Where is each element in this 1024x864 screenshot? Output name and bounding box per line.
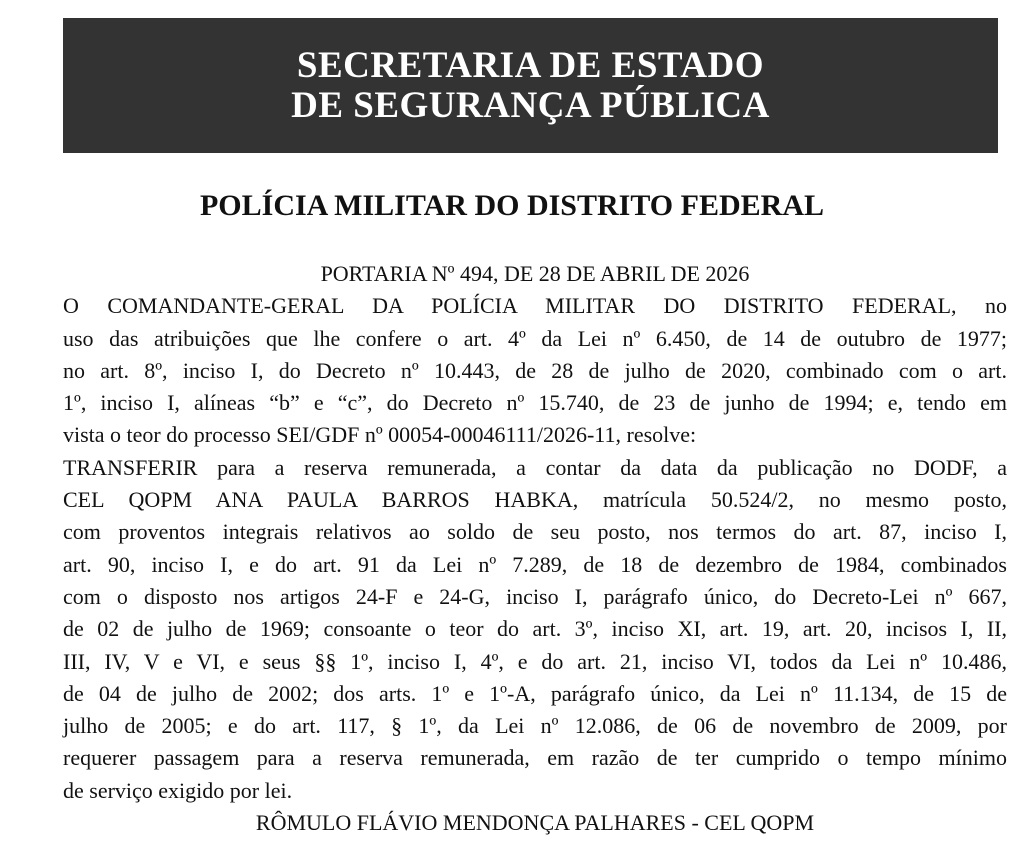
- signature: RÔMULO FLÁVIO MENDONÇA PALHARES - CEL QOPM: [255, 810, 815, 836]
- portaria-heading: PORTARIA Nº 494, DE 28 DE ABRIL DE 2026: [320, 261, 750, 286]
- preamble-line: uso das atribuições que lhe confere o art. 4º da Lei nº 6.450, de 14 de outubro de 1977;: [63, 325, 1007, 351]
- preamble: [63, 290, 1007, 451]
- resolution-line: de serviço exigido por lei.: [63, 777, 293, 803]
- preamble-line: vista o teor do processo SEI/GDF nº 00054-00046111/2026-11, resolve:: [63, 422, 697, 448]
- resolution-line: III, IV, V e VI, e seus §§ 1º, inciso I, 4º, e do art. 21, inciso VI, todos da Lei nº 10.486,: [63, 648, 1007, 674]
- resolution-line: de 04 de julho de 2002; dos arts. 1º e 1º-A, parágrafo único, da Lei nº 11.134, de 15 de: [63, 680, 1007, 706]
- header-banner: [63, 18, 998, 153]
- resolution-line: de 02 de julho de 1969; consoante o teor do art. 3º, inciso XI, art. 19, art. 20, incisos I, II,: [63, 616, 1007, 642]
- preamble-line: 1º, inciso I, alíneas “b” e “c”, do Decreto nº 15.740, de 23 de junho de 1994; e, tendo em: [63, 390, 1007, 416]
- resolution-line: TRANSFERIR para a reserva remunerada, a contar da data da publicação no DODF, a: [63, 454, 1007, 480]
- subtitle: POLÍCIA MILITAR DO DISTRITO FEDERAL: [199, 189, 824, 222]
- resolution-line: requerer passagem para a reserva remunerada, em razão de ter cumprido o tempo mínimo: [63, 745, 1007, 771]
- resolution-line: com o disposto nos artigos 24-F e 24-G, inciso I, parágrafo único, do Decreto-Lei nº 667,: [63, 583, 1007, 609]
- resolution-line: julho de 2005; e do art. 117, § 1º, da Lei nº 12.086, de 06 de novembro de 2009, por: [63, 713, 1007, 739]
- document-body: [63, 258, 1007, 839]
- resolution-line: com proventos integrais relativos ao soldo de seu posto, nos termos do art. 87, inciso I,: [63, 519, 1007, 545]
- resolution: [63, 452, 1007, 807]
- resolution-line: CEL QOPM ANA PAULA BARROS HABKA, matrícula 50.524/2, no mesmo posto,: [63, 487, 1007, 513]
- header-title-line2: DE SEGURANÇA PÚBLICA: [291, 84, 770, 126]
- header-title-line1: SECRETARIA DE ESTADO: [296, 44, 765, 86]
- preamble-line: no art. 8º, inciso I, do Decreto nº 10.443, de 28 de julho de 2020, combinado com o art.: [63, 357, 1007, 383]
- resolution-line: art. 90, inciso I, e do art. 91 da Lei nº 7.289, de 18 de dezembro de 1984, combinados: [63, 551, 1007, 577]
- preamble-line: O COMANDANTE-GERAL DA POLÍCIA MILITAR DO DISTRITO FEDERAL, no: [63, 293, 1007, 319]
